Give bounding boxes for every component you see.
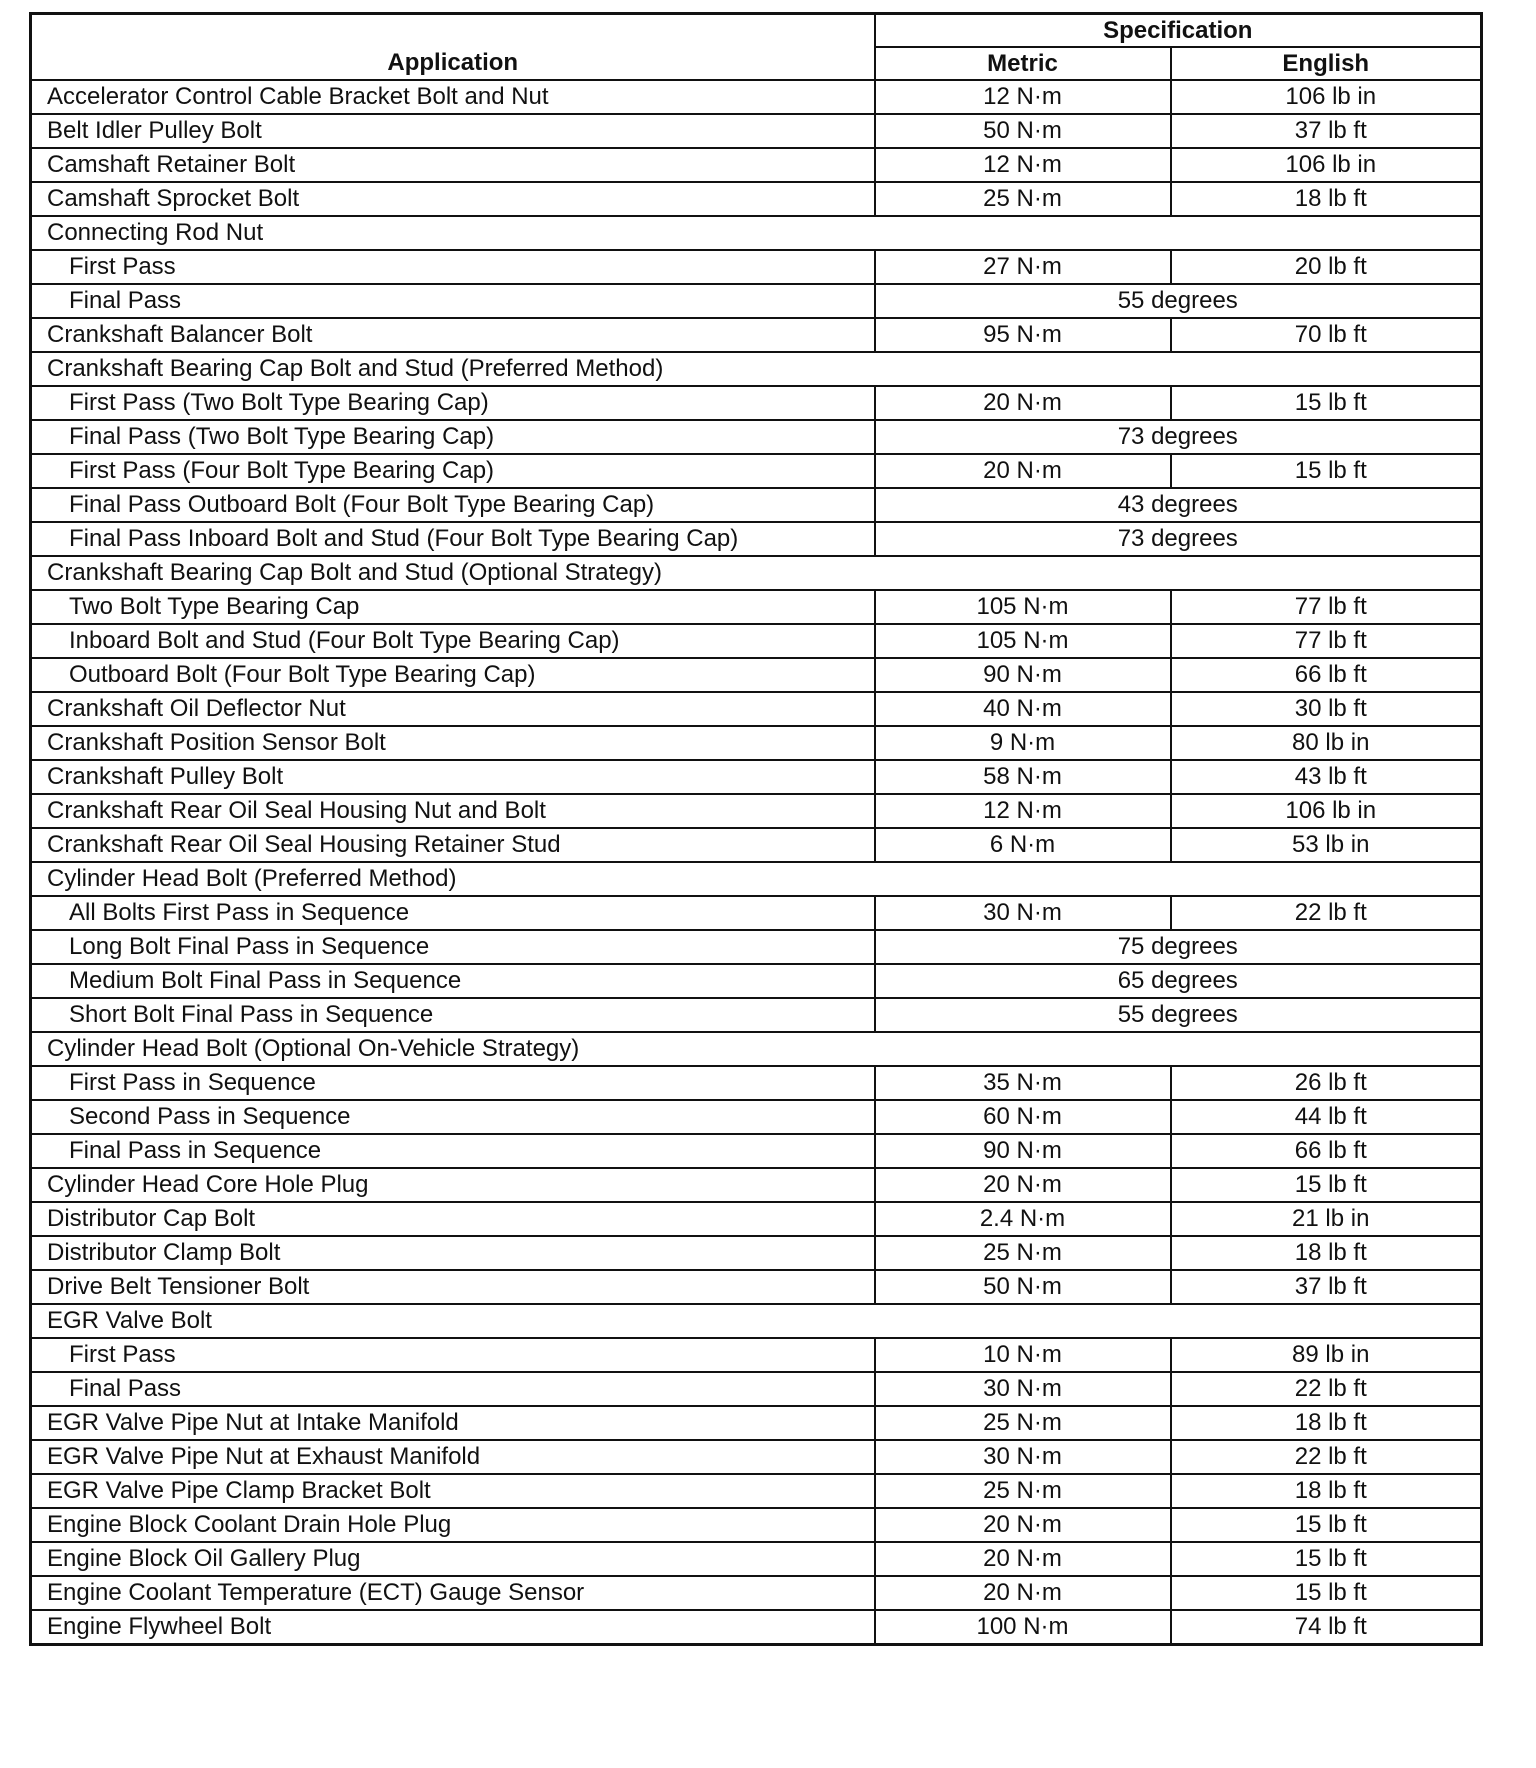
english-cell: 43 lb ft <box>1171 760 1482 794</box>
metric-cell: 12 N·m <box>875 80 1171 114</box>
english-cell: 37 lb ft <box>1171 1270 1482 1304</box>
application-cell: Final Pass (Two Bolt Type Bearing Cap) <box>31 420 875 454</box>
metric-cell: 25 N·m <box>875 1236 1171 1270</box>
table-row <box>31 1168 1482 1202</box>
english-cell: 106 lb in <box>1171 148 1482 182</box>
english-cell: 106 lb in <box>1171 80 1482 114</box>
metric-cell: 100 N·m <box>875 1610 1171 1644</box>
english-cell: 18 lb ft <box>1171 182 1482 216</box>
fastener-spec-table <box>29 12 1483 1646</box>
table-header <box>31 14 1482 81</box>
table-row <box>31 1032 1482 1066</box>
application-cell: First Pass in Sequence <box>31 1066 875 1100</box>
metric-cell: 105 N·m <box>875 624 1171 658</box>
application-cell: Final Pass Outboard Bolt (Four Bolt Type Bearing Cap) <box>31 488 875 522</box>
application-cell: First Pass (Four Bolt Type Bearing Cap) <box>31 454 875 488</box>
metric-cell: 90 N·m <box>875 1134 1171 1168</box>
table-row <box>31 1542 1482 1576</box>
table-row <box>31 318 1482 352</box>
english-cell: 22 lb ft <box>1171 1440 1482 1474</box>
application-cell: Camshaft Retainer Bolt <box>31 148 875 182</box>
table-row <box>31 1270 1482 1304</box>
table-row <box>31 182 1482 216</box>
application-cell: First Pass <box>31 1338 875 1372</box>
application-header: Application <box>31 14 875 81</box>
table-row <box>31 828 1482 862</box>
table-row <box>31 658 1482 692</box>
table-row <box>31 1100 1482 1134</box>
angle-spec-cell: 65 degrees <box>875 964 1482 998</box>
application-cell: Crankshaft Rear Oil Seal Housing Nut and Bolt <box>31 794 875 828</box>
metric-cell: 30 N·m <box>875 1440 1171 1474</box>
metric-cell: 20 N·m <box>875 1542 1171 1576</box>
angle-spec-cell: 73 degrees <box>875 420 1482 454</box>
metric-cell: 20 N·m <box>875 386 1171 420</box>
metric-cell: 25 N·m <box>875 182 1171 216</box>
application-cell: Crankshaft Oil Deflector Nut <box>31 692 875 726</box>
application-cell: First Pass (Two Bolt Type Bearing Cap) <box>31 386 875 420</box>
table-row <box>31 1406 1482 1440</box>
application-cell: EGR Valve Pipe Nut at Exhaust Manifold <box>31 1440 875 1474</box>
english-cell: 77 lb ft <box>1171 590 1482 624</box>
table-row <box>31 1338 1482 1372</box>
application-cell: Engine Block Oil Gallery Plug <box>31 1542 875 1576</box>
metric-cell: 25 N·m <box>875 1474 1171 1508</box>
application-cell: Final Pass Inboard Bolt and Stud (Four Bolt Type Bearing Cap) <box>31 522 875 556</box>
english-cell: 37 lb ft <box>1171 114 1482 148</box>
application-cell: Distributor Clamp Bolt <box>31 1236 875 1270</box>
table-row <box>31 1134 1482 1168</box>
table-row <box>31 1372 1482 1406</box>
english-cell: 106 lb in <box>1171 794 1482 828</box>
english-cell: 15 lb ft <box>1171 386 1482 420</box>
application-cell: Engine Coolant Temperature (ECT) Gauge Sensor <box>31 1576 875 1610</box>
metric-cell: 40 N·m <box>875 692 1171 726</box>
application-cell: Medium Bolt Final Pass in Sequence <box>31 964 875 998</box>
table-row <box>31 1236 1482 1270</box>
application-cell: Crankshaft Pulley Bolt <box>31 760 875 794</box>
table-row <box>31 1610 1482 1644</box>
empty-spec-cell <box>875 556 1482 590</box>
english-cell: 15 lb ft <box>1171 1168 1482 1202</box>
metric-cell: 90 N·m <box>875 658 1171 692</box>
english-cell: 66 lb ft <box>1171 1134 1482 1168</box>
english-cell: 21 lb in <box>1171 1202 1482 1236</box>
table-row <box>31 896 1482 930</box>
english-cell: 15 lb ft <box>1171 454 1482 488</box>
application-cell: Cylinder Head Core Hole Plug <box>31 1168 875 1202</box>
english-cell: 53 lb in <box>1171 828 1482 862</box>
application-cell: Drive Belt Tensioner Bolt <box>31 1270 875 1304</box>
english-cell: 74 lb ft <box>1171 1610 1482 1644</box>
application-cell: Outboard Bolt (Four Bolt Type Bearing Cap) <box>31 658 875 692</box>
metric-cell: 20 N·m <box>875 1508 1171 1542</box>
table-row <box>31 1066 1482 1100</box>
metric-cell: 30 N·m <box>875 1372 1171 1406</box>
application-cell: Crankshaft Balancer Bolt <box>31 318 875 352</box>
application-cell: Second Pass in Sequence <box>31 1100 875 1134</box>
table-row <box>31 556 1482 590</box>
table-row <box>31 964 1482 998</box>
english-cell: 80 lb in <box>1171 726 1482 760</box>
application-cell: Final Pass in Sequence <box>31 1134 875 1168</box>
empty-spec-cell <box>875 352 1482 386</box>
metric-cell: 58 N·m <box>875 760 1171 794</box>
angle-spec-cell: 55 degrees <box>875 998 1482 1032</box>
application-cell: Belt Idler Pulley Bolt <box>31 114 875 148</box>
group-heading-cell: Crankshaft Bearing Cap Bolt and Stud (Preferred Method) <box>31 352 875 386</box>
metric-cell: 60 N·m <box>875 1100 1171 1134</box>
table-row <box>31 522 1482 556</box>
application-cell: Long Bolt Final Pass in Sequence <box>31 930 875 964</box>
metric-cell: 6 N·m <box>875 828 1171 862</box>
metric-cell: 12 N·m <box>875 148 1171 182</box>
english-cell: 66 lb ft <box>1171 658 1482 692</box>
metric-cell: 10 N·m <box>875 1338 1171 1372</box>
application-cell: Crankshaft Position Sensor Bolt <box>31 726 875 760</box>
table-row <box>31 726 1482 760</box>
table-row <box>31 1576 1482 1610</box>
application-cell: Two Bolt Type Bearing Cap <box>31 590 875 624</box>
empty-spec-cell <box>875 1304 1482 1338</box>
empty-spec-cell <box>875 862 1482 896</box>
group-heading-cell: Cylinder Head Bolt (Preferred Method) <box>31 862 875 896</box>
specification-header: Specification <box>875 14 1482 48</box>
angle-spec-cell: 75 degrees <box>875 930 1482 964</box>
application-cell: First Pass <box>31 250 875 284</box>
english-header: English <box>1171 47 1482 80</box>
application-cell: EGR Valve Pipe Nut at Intake Manifold <box>31 1406 875 1440</box>
table-row <box>31 1474 1482 1508</box>
english-cell: 22 lb ft <box>1171 896 1482 930</box>
metric-cell: 2.4 N·m <box>875 1202 1171 1236</box>
angle-spec-cell: 55 degrees <box>875 284 1482 318</box>
english-cell: 30 lb ft <box>1171 692 1482 726</box>
table-row <box>31 998 1482 1032</box>
table-row <box>31 590 1482 624</box>
application-cell: Camshaft Sprocket Bolt <box>31 182 875 216</box>
table-row <box>31 794 1482 828</box>
application-cell: Accelerator Control Cable Bracket Bolt and Nut <box>31 80 875 114</box>
application-cell: All Bolts First Pass in Sequence <box>31 896 875 930</box>
table-row <box>31 1304 1482 1338</box>
application-cell: EGR Valve Pipe Clamp Bracket Bolt <box>31 1474 875 1508</box>
english-cell: 70 lb ft <box>1171 318 1482 352</box>
metric-cell: 9 N·m <box>875 726 1171 760</box>
table-row <box>31 386 1482 420</box>
table-row <box>31 624 1482 658</box>
english-cell: 18 lb ft <box>1171 1406 1482 1440</box>
application-cell: Final Pass <box>31 1372 875 1406</box>
metric-cell: 20 N·m <box>875 1168 1171 1202</box>
metric-cell: 105 N·m <box>875 590 1171 624</box>
metric-cell: 50 N·m <box>875 1270 1171 1304</box>
table-row <box>31 352 1482 386</box>
table-row <box>31 454 1482 488</box>
english-cell: 15 lb ft <box>1171 1542 1482 1576</box>
group-heading-cell: EGR Valve Bolt <box>31 1304 875 1338</box>
application-cell: Short Bolt Final Pass in Sequence <box>31 998 875 1032</box>
empty-spec-cell <box>875 1032 1482 1066</box>
metric-cell: 50 N·m <box>875 114 1171 148</box>
metric-header: Metric <box>875 47 1171 80</box>
table-row <box>31 80 1482 114</box>
english-cell: 20 lb ft <box>1171 250 1482 284</box>
table-body <box>31 80 1482 1644</box>
group-heading-cell: Cylinder Head Bolt (Optional On-Vehicle Strategy) <box>31 1032 875 1066</box>
angle-spec-cell: 73 degrees <box>875 522 1482 556</box>
table-row <box>31 284 1482 318</box>
table-row <box>31 1508 1482 1542</box>
metric-cell: 95 N·m <box>875 318 1171 352</box>
table-row <box>31 216 1482 250</box>
metric-cell: 20 N·m <box>875 454 1171 488</box>
english-cell: 15 lb ft <box>1171 1508 1482 1542</box>
application-cell: Crankshaft Rear Oil Seal Housing Retainer Stud <box>31 828 875 862</box>
application-cell: Inboard Bolt and Stud (Four Bolt Type Bearing Cap) <box>31 624 875 658</box>
english-cell: 26 lb ft <box>1171 1066 1482 1100</box>
table-row <box>31 1440 1482 1474</box>
metric-cell: 27 N·m <box>875 250 1171 284</box>
table-row <box>31 250 1482 284</box>
english-cell: 44 lb ft <box>1171 1100 1482 1134</box>
metric-cell: 20 N·m <box>875 1576 1171 1610</box>
empty-spec-cell <box>875 216 1482 250</box>
table-row <box>31 760 1482 794</box>
application-cell: Engine Flywheel Bolt <box>31 1610 875 1644</box>
metric-cell: 25 N·m <box>875 1406 1171 1440</box>
table-row <box>31 488 1482 522</box>
table-row <box>31 420 1482 454</box>
english-cell: 18 lb ft <box>1171 1474 1482 1508</box>
angle-spec-cell: 43 degrees <box>875 488 1482 522</box>
table-row <box>31 1202 1482 1236</box>
table-row <box>31 148 1482 182</box>
english-cell: 22 lb ft <box>1171 1372 1482 1406</box>
table-row <box>31 862 1482 896</box>
application-cell: Distributor Cap Bolt <box>31 1202 875 1236</box>
table-row <box>31 930 1482 964</box>
english-cell: 89 lb in <box>1171 1338 1482 1372</box>
table-row <box>31 692 1482 726</box>
metric-cell: 30 N·m <box>875 896 1171 930</box>
application-cell: Engine Block Coolant Drain Hole Plug <box>31 1508 875 1542</box>
metric-cell: 12 N·m <box>875 794 1171 828</box>
english-cell: 18 lb ft <box>1171 1236 1482 1270</box>
group-heading-cell: Connecting Rod Nut <box>31 216 875 250</box>
english-cell: 15 lb ft <box>1171 1576 1482 1610</box>
group-heading-cell: Crankshaft Bearing Cap Bolt and Stud (Optional Strategy) <box>31 556 875 590</box>
table-row <box>31 114 1482 148</box>
english-cell: 77 lb ft <box>1171 624 1482 658</box>
application-cell: Final Pass <box>31 284 875 318</box>
metric-cell: 35 N·m <box>875 1066 1171 1100</box>
